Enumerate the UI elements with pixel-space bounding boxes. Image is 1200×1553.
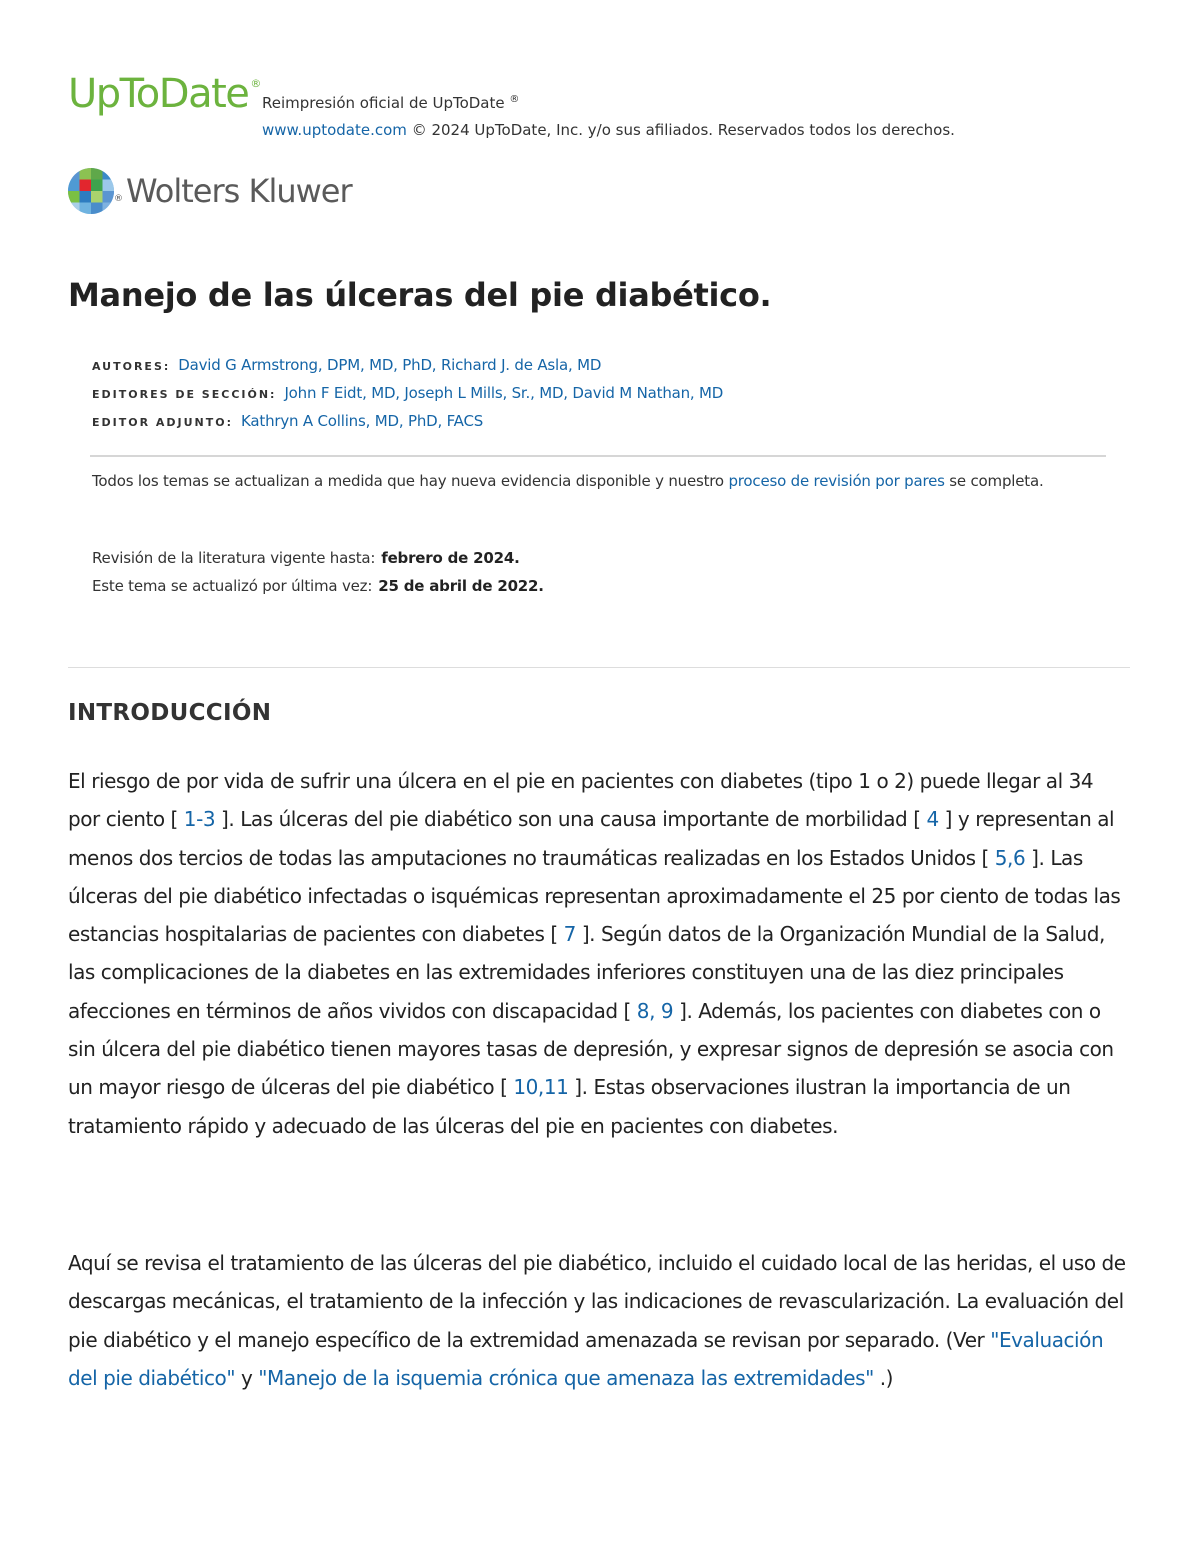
reprint-notice — [262, 86, 955, 144]
paragraph-text: y — [235, 1365, 259, 1390]
paragraph-text: ]. Según datos de la Organización Mundial de la Salud, las complicaciones de la diabetes en las extremidades inferiores constituyen una de las diez principales afecciones en términos de años vividos con discapacidad [ — [68, 922, 1105, 1023]
reprint-registered-mark: ® — [509, 94, 520, 105]
reference-link[interactable]: 7 — [563, 922, 576, 947]
last-updated-row — [92, 572, 544, 600]
authors-link[interactable]: David G Armstrong, DPM, MD, PhD, Richard J. de Asla, MD — [178, 356, 602, 374]
uptodate-registered-mark: ® — [250, 77, 262, 90]
authors-label: AUTORES: — [92, 360, 171, 373]
wolters-kluwer-wordmark: Wolters Kluwer — [126, 172, 352, 210]
paragraph-text: ]. Las úlceras del pie diabético infectadas o isquémicas representan aproximadamente el 25 por ciento de todas las estancias hospitalarias de pacientes con diabetes [ — [68, 845, 1121, 947]
section-editors-label: EDITORES DE SECCIÓN: — [92, 388, 277, 401]
paragraph-text: El riesgo de por vida de sufrir una úlcera en el pie en pacientes con diabetes (tipo 1 o 2) puede llegar al 34 por ciento [ — [68, 769, 1094, 832]
paragraph-text: ]. Además, los pacientes con diabetes con o sin úlcera del pie diabético tienen mayores tasas de depresión, y expresar signos de depresión se asocia con un mayor riesgo de úlceras del pie diabético [ — [68, 998, 1114, 1100]
last-updated-label: Este tema se actualizó por última vez: — [92, 577, 373, 595]
reference-link[interactable]: 4 — [926, 807, 939, 832]
uptodate-website-link[interactable]: www.uptodate.com — [262, 121, 407, 139]
copyright-line — [262, 117, 955, 144]
reference-link[interactable]: 10,11 — [513, 1075, 569, 1100]
last-updated-date: 25 de abril de 2022. — [378, 577, 544, 595]
reference-link[interactable]: 9 — [660, 998, 674, 1023]
paragraph-text: ]. Las úlceras del pie diabético son una causa importante de morbilidad [ — [215, 807, 927, 832]
section-editors-link[interactable]: John F Eidt, MD, Joseph L Mills, Sr., MD, David M Nathan, MD — [284, 384, 724, 402]
reprint-line — [262, 86, 955, 117]
paragraph-text: ]. Estas observaciones ilustran la importancia de un tratamiento rápido y adecuado de las úlceras del pie en pacientes con diabetes. — [68, 1075, 1071, 1138]
literature-review-info — [92, 544, 544, 600]
paragraph-text: Aquí se revisa el tratamiento de las úlceras del pie diabético, incluido el cuidado local de las heridas, el uso de descargas mecánicas, el tratamiento de la infección y las indicaciones de revascularización. La evaluación del pie diabético y el manejo específico de la extremidad amenazada se revisan por separado. (Ver — [68, 1251, 1126, 1352]
wolters-kluwer-registered-mark: ® — [114, 194, 123, 204]
reference-link[interactable]: 8, — [636, 998, 655, 1023]
intro-paragraph-2 — [68, 1244, 1130, 1397]
paragraph-text: ] y representan al menos dos tercios de todas las amputaciones no traumáticas realizadas en los Estados Unidos [ — [68, 807, 1115, 870]
reprint-text: Reimpresión oficial de UpToDate — [262, 94, 505, 112]
section-divider — [68, 667, 1130, 668]
reference-link[interactable]: 1-3 — [183, 807, 216, 832]
section-heading-introduccion: INTRODUCCIÓN — [68, 700, 272, 726]
topic-link-manejo-isquemia-cronica[interactable]: "Manejo de la isquemia crónica que amenaza las extremidades" — [258, 1365, 874, 1390]
deputy-editor-link[interactable]: Kathryn A Collins, MD, PhD, FACS — [241, 412, 484, 430]
wolters-kluwer-globe-icon — [68, 168, 114, 214]
update-note-text-2: se completa. — [944, 472, 1044, 490]
update-note — [92, 468, 1092, 495]
authors-row — [92, 352, 723, 380]
topic-link-evaluacion-pie-diabetico[interactable]: "Evaluación del pie diabético" — [68, 1327, 1104, 1390]
credits-divider — [90, 455, 1106, 457]
copyright-text: © 2024 UpToDate, Inc. y/o sus afiliados. Reservados todos los derechos. — [406, 121, 955, 139]
reference-link[interactable]: 5,6 — [994, 845, 1026, 870]
page-title: Manejo de las úlceras del pie diabético. — [68, 276, 772, 314]
paragraph-text: .) — [873, 1365, 894, 1390]
review-current-date: febrero de 2024. — [381, 549, 520, 567]
credits-block — [92, 352, 723, 436]
review-current-label: Revisión de la literatura vigente hasta: — [92, 549, 376, 567]
wolters-kluwer-logo — [68, 168, 352, 214]
section-editors-row — [92, 380, 723, 408]
uptodate-logo[interactable] — [68, 71, 262, 117]
review-current-row — [92, 544, 544, 572]
deputy-editor-label: EDITOR ADJUNTO: — [92, 416, 234, 429]
update-note-text-1: Todos los temas se actualizan a medida que hay nueva evidencia disponible y nuestro — [92, 472, 729, 490]
intro-paragraph-1 — [68, 762, 1130, 1145]
deputy-editor-row — [92, 408, 723, 436]
uptodate-logo-text: UpToDate — [68, 71, 249, 117]
peer-review-process-link[interactable]: proceso de revisión por pares — [728, 472, 945, 490]
